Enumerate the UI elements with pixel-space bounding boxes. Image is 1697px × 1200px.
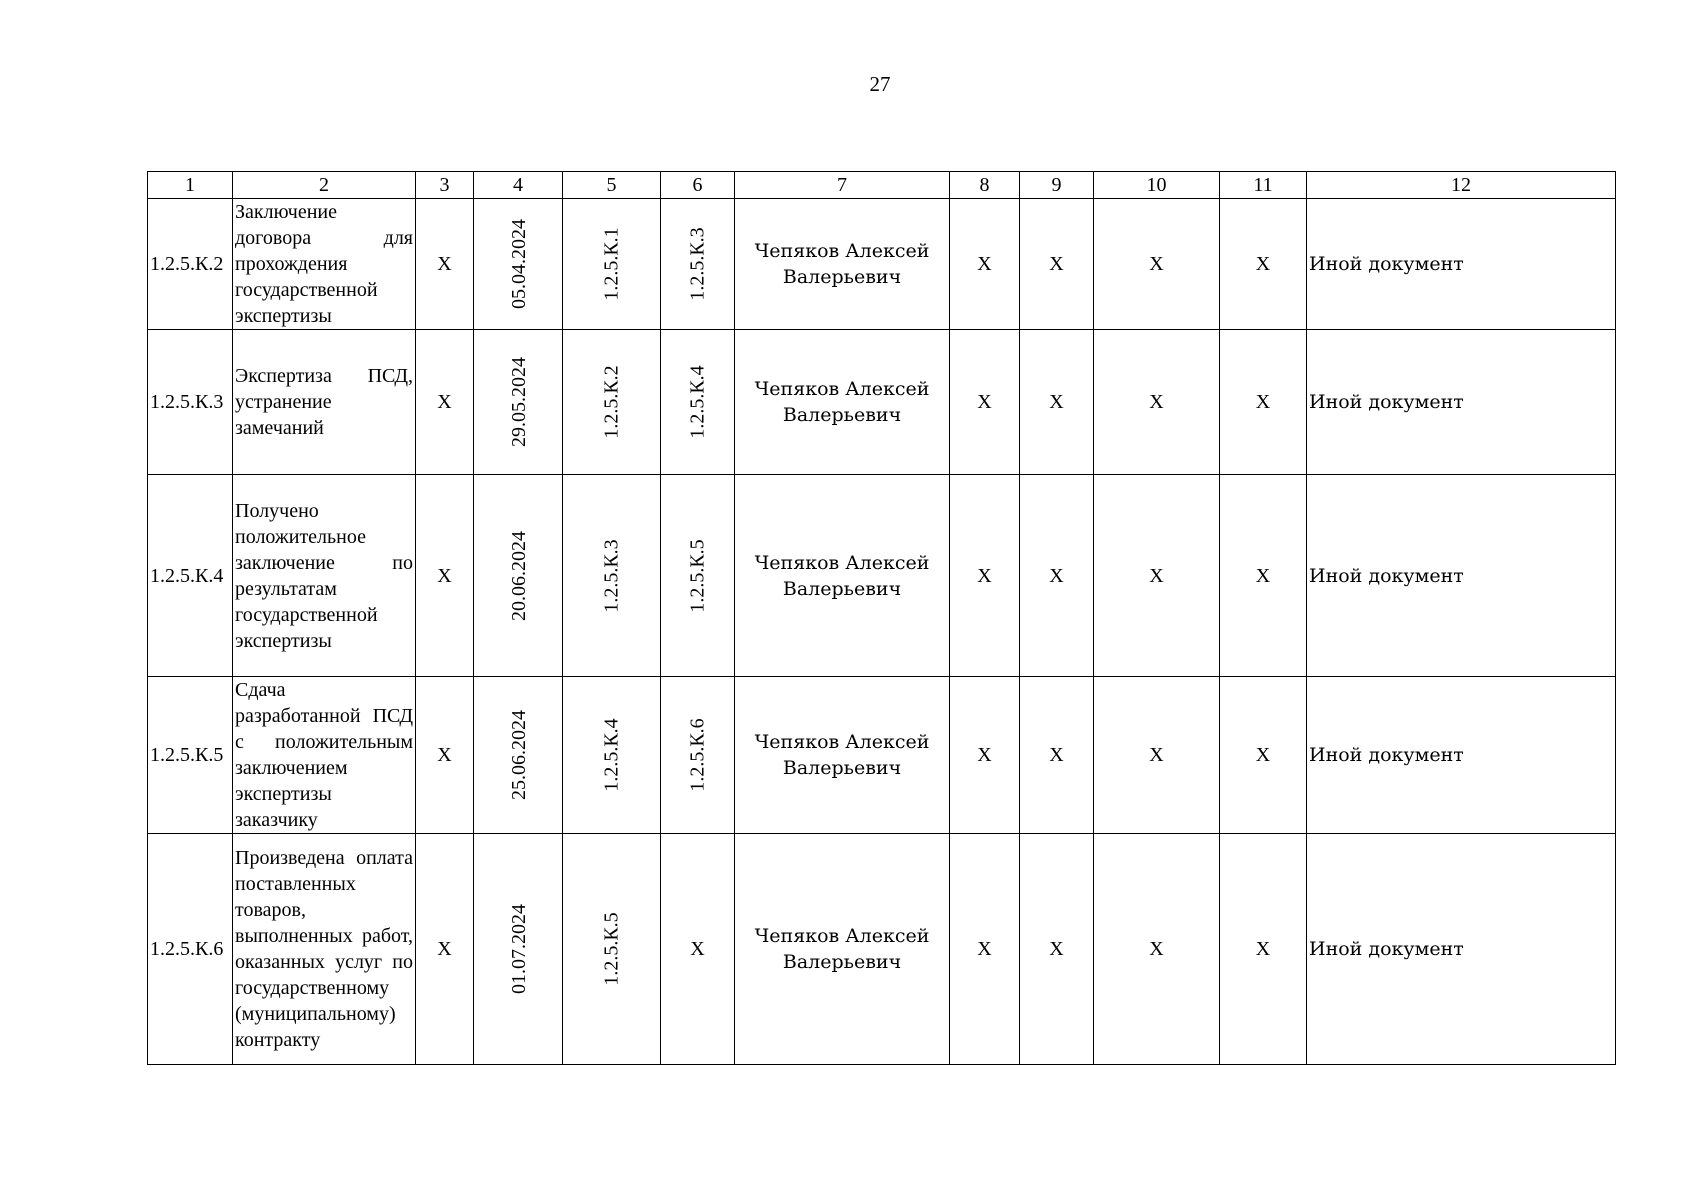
row-date: 29.05.2024: [508, 357, 530, 447]
row-col3: X: [416, 475, 474, 677]
header-cell: 11: [1220, 172, 1307, 199]
row-next-cell: [661, 199, 735, 330]
row-next-cell: [661, 330, 735, 475]
header-cell: 9: [1020, 172, 1094, 199]
row-prev-cell: [563, 677, 661, 834]
row-prev-cell: [563, 330, 661, 475]
row-col9: X: [1020, 834, 1094, 1065]
row-name: Экспертиза ПСД, устранение замечаний: [233, 330, 416, 475]
row-date-cell: [474, 475, 563, 677]
row-col11: X: [1220, 330, 1307, 475]
row-col11: X: [1220, 475, 1307, 677]
row-responsible: Чепяков Алексей Валерьевич: [735, 475, 950, 677]
row-col3: X: [416, 834, 474, 1065]
row-col10: X: [1094, 834, 1220, 1065]
row-col11: X: [1220, 677, 1307, 834]
row-date: 01.07.2024: [508, 904, 530, 994]
page-number: 27: [869, 72, 891, 96]
row-date-cell: [474, 677, 563, 834]
row-next-cell: [661, 677, 735, 834]
row-document: Иной документ: [1307, 834, 1616, 1065]
row-name: Произведена оплата поставленных товаров, выполненных работ, оказанных услуг по государственному (муниципальному) контракту: [233, 834, 416, 1065]
row-col9: X: [1020, 475, 1094, 677]
row-date: 05.04.2024: [508, 219, 530, 309]
row-document: Иной документ: [1307, 199, 1616, 330]
row-prev-cell: [563, 475, 661, 677]
row-next: 1.2.5.К.3: [686, 227, 709, 301]
row-col10: X: [1094, 330, 1220, 475]
row-prev: 1.2.5.К.5: [600, 912, 623, 986]
header-cell: 4: [474, 172, 563, 199]
row-prev-cell: [563, 199, 661, 330]
row-name: Сдача разработанной ПСД с положительным заключением экспертизы заказчику: [233, 677, 416, 834]
row-col3: X: [416, 677, 474, 834]
row-col11: X: [1220, 834, 1307, 1065]
row-col8: X: [950, 330, 1020, 475]
row-col9: X: [1020, 330, 1094, 475]
header-cell: 2: [233, 172, 416, 199]
header-cell: 10: [1094, 172, 1220, 199]
header-cell: 8: [950, 172, 1020, 199]
row-prev: 1.2.5.К.1: [600, 227, 623, 301]
row-date: 25.06.2024: [508, 710, 530, 800]
row-name: Получено положительное заключение по результатам государственной экспертизы: [233, 475, 416, 677]
table-row: [148, 330, 1616, 475]
row-prev: 1.2.5.К.2: [600, 365, 623, 439]
row-col10: X: [1094, 199, 1220, 330]
row-col3: X: [416, 199, 474, 330]
header-cell: 5: [563, 172, 661, 199]
row-name: Заключение договора для прохождения государственной экспертизы: [233, 199, 416, 330]
row-next-cell: [661, 475, 735, 677]
table-row: [148, 475, 1616, 677]
schedule-table: [147, 171, 1616, 1065]
row-prev-cell: [563, 834, 661, 1065]
table-row: [148, 834, 1616, 1065]
row-code: 1.2.5.К.3: [148, 330, 233, 475]
table-header-row: [148, 172, 1616, 199]
row-next: 1.2.5.К.5: [686, 538, 709, 613]
row-code: 1.2.5.К.2: [148, 199, 233, 330]
row-col11: X: [1220, 199, 1307, 330]
header-cell: 3: [416, 172, 474, 199]
row-prev: 1.2.5.К.4: [600, 718, 623, 792]
row-col8: X: [950, 199, 1020, 330]
header-cell: 1: [148, 172, 233, 199]
row-document: Иной документ: [1307, 475, 1616, 677]
row-date-cell: [474, 199, 563, 330]
row-responsible: Чепяков Алексей Валерьевич: [735, 330, 950, 475]
table-row: [148, 677, 1616, 834]
row-code: 1.2.5.К.4: [148, 475, 233, 677]
row-date: 20.06.2024: [508, 530, 530, 621]
row-document: Иной документ: [1307, 330, 1616, 475]
row-next: X: [661, 834, 735, 1065]
row-col10: X: [1094, 677, 1220, 834]
row-col9: X: [1020, 199, 1094, 330]
row-responsible: Чепяков Алексей Валерьевич: [735, 677, 950, 834]
row-col10: X: [1094, 475, 1220, 677]
row-next: 1.2.5.К.4: [686, 365, 709, 439]
row-prev: 1.2.5.К.3: [600, 538, 623, 613]
row-col9: X: [1020, 677, 1094, 834]
row-document: Иной документ: [1307, 677, 1616, 834]
header-cell: 12: [1307, 172, 1616, 199]
header-cell: 7: [735, 172, 950, 199]
row-next: 1.2.5.К.6: [686, 718, 709, 792]
row-col8: X: [950, 834, 1020, 1065]
row-col8: X: [950, 475, 1020, 677]
row-code: 1.2.5.К.5: [148, 677, 233, 834]
row-code: 1.2.5.К.6: [148, 834, 233, 1065]
row-responsible: Чепяков Алексей Валерьевич: [735, 834, 950, 1065]
row-date-cell: [474, 330, 563, 475]
row-responsible: Чепяков Алексей Валерьевич: [735, 199, 950, 330]
row-col8: X: [950, 677, 1020, 834]
table-row: [148, 199, 1616, 330]
row-col3: X: [416, 330, 474, 475]
row-date-cell: [474, 834, 563, 1065]
header-cell: 6: [661, 172, 735, 199]
